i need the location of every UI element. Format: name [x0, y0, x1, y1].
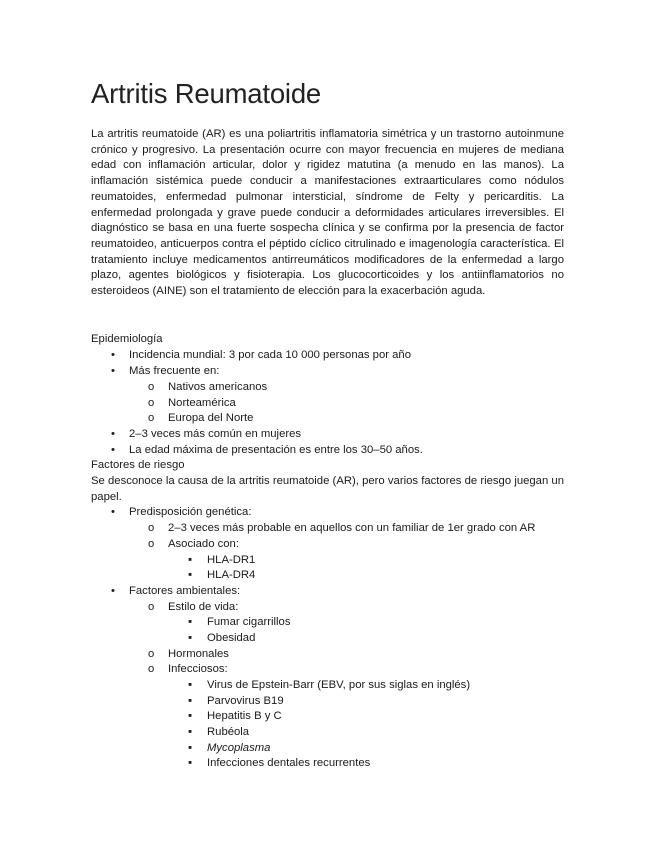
bullet-square-icon: ▪ [188, 726, 193, 738]
list-item: Rubéola [207, 726, 250, 738]
bullet-disc-icon: • [111, 506, 115, 518]
bullet-disc-icon: • [111, 585, 115, 597]
list-item: Más frecuente en: [129, 365, 220, 377]
bullet-disc-icon: • [111, 444, 115, 456]
bullet-circle-icon: o [148, 381, 155, 393]
epidemiology-heading: Epidemiología [91, 333, 163, 345]
list-item: 2–3 veces más probable en aquellos con un familiar de 1er grado con AR [168, 522, 536, 534]
intro-paragraph: La artritis reumatoide (AR) es una poliartritis inflamatoria simétrica y un trastorno autoinmune crónico y progresivo. La presentación ocurre con mayor frecuencia en mujeres de mediana edad con inflamación articular, dolor y rigidez matutina (a menudo en las manos). La inflamación sistémica puede conducir a manifestaciones extraarticulares como nódulos reumatoides, enfermedad pulmonar intersticial, síndrome de Felty y pericarditis. La enfermedad prolongada y grave puede conducir a deformidades articulares irreversibles. El diagnóstico se basa en una fuerte sospecha clínica y se confirma por la presencia de factor reumatoideo, anticuerpos contra el péptido cíclico citrulinado e imagenología característica. El tratamiento incluye medicamentos antirreumáticos modificadores de la enfermedad a largo plazo, agentes biológicos y fisioterapia. Los glucocorticoides y los antiinflamatorios no esteroideos (AINE) son el tratamiento de elección para la exacerbación aguda. [91, 128, 564, 298]
list-item: Predisposición genética: [129, 506, 252, 518]
bullet-disc-icon: • [111, 365, 115, 377]
list-item: Hormonales [168, 648, 229, 660]
list-item: Factores ambientales: [129, 585, 241, 597]
bullet-circle-icon: o [148, 538, 155, 550]
list-item: Europa del Norte [168, 412, 254, 424]
page-title: Artritis Reumatoide [91, 78, 322, 109]
list-item: Mycoplasma [207, 742, 271, 754]
bullet-square-icon: ▪ [188, 679, 193, 691]
bullet-circle-icon: o [148, 397, 155, 409]
list-item: Nativos americanos [168, 381, 268, 393]
list-item: 2–3 veces más común en mujeres [129, 428, 302, 440]
bullet-circle-icon: o [148, 648, 155, 660]
bullet-square-icon: ▪ [188, 742, 193, 754]
bullet-disc-icon: • [111, 349, 115, 361]
list-item: HLA-DR1 [207, 554, 256, 566]
list-item: La edad máxima de presentación es entre los 30–50 años. [129, 444, 423, 456]
bullet-square-icon: ▪ [188, 569, 193, 581]
list-item: Norteamérica [168, 397, 236, 409]
list-item: Hepatitis B y C [207, 710, 282, 722]
bullet-square-icon: ▪ [188, 554, 193, 566]
bullet-square-icon: ▪ [188, 695, 193, 707]
list-item: Virus de Epstein-Barr (EBV, por sus siglas en inglés) [207, 679, 471, 691]
list-item: Infecciosos: [168, 663, 228, 675]
bullet-square-icon: ▪ [188, 616, 193, 628]
list-item: Obesidad [207, 632, 256, 644]
bullet-circle-icon: o [148, 412, 155, 424]
bullet-circle-icon: o [148, 522, 155, 534]
risk-intro: Se desconoce la causa de la artritis reumatoide (AR), pero varios factores de riesgo juegan un papel. [91, 475, 564, 503]
risk-factors-heading: Factores de riesgo [91, 459, 185, 471]
bullet-circle-icon: o [148, 601, 155, 613]
list-item: Asociado con: [168, 538, 239, 550]
list-item: Fumar cigarrillos [207, 616, 291, 628]
list-item: HLA-DR4 [207, 569, 256, 581]
bullet-square-icon: ▪ [188, 632, 193, 644]
bullet-square-icon: ▪ [188, 710, 193, 722]
bullet-square-icon: ▪ [188, 757, 193, 769]
list-item: Parvovirus B19 [207, 695, 284, 707]
list-item: Estilo de vida: [168, 601, 239, 613]
list-item: Incidencia mundial: 3 por cada 10 000 personas por año [129, 349, 411, 361]
bullet-disc-icon: • [111, 428, 115, 440]
bullet-circle-icon: o [148, 663, 155, 675]
list-item: Infecciones dentales recurrentes [207, 757, 371, 769]
